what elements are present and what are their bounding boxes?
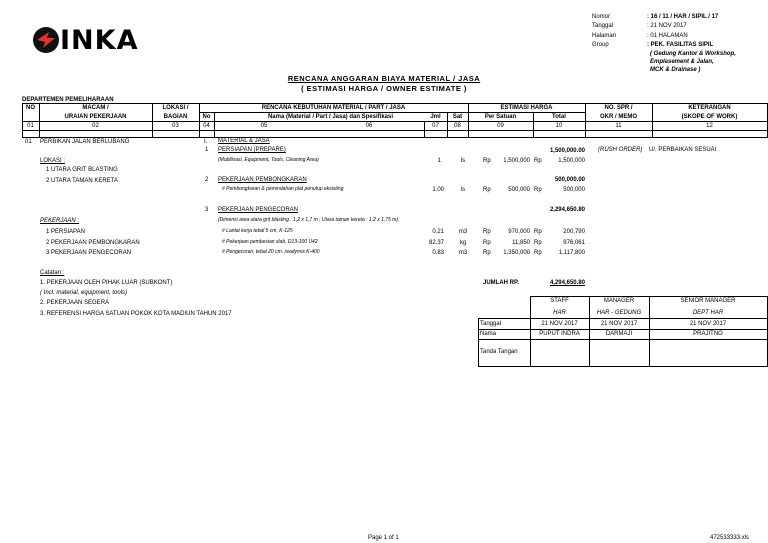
col-num: 12 bbox=[706, 123, 713, 129]
col-num: 08 bbox=[454, 123, 461, 129]
sub-item-price: 1,350,000 bbox=[503, 250, 530, 256]
pekerjaan-item: 2 PEKERJAAN PEMBONGKARAN bbox=[46, 240, 140, 246]
col-num: 03 bbox=[172, 123, 179, 129]
col-num: 06 bbox=[365, 123, 373, 129]
th-ket-2: (SKOPE OF WORK) bbox=[681, 114, 738, 120]
sub-item-total: 1,117,800 bbox=[558, 250, 585, 256]
group-value: : PEK. FASILITAS SIPIL bbox=[647, 42, 714, 48]
note-line: ( Incl. material, equipment, tools) bbox=[40, 290, 128, 296]
sig-header: STAFF bbox=[550, 298, 569, 304]
th-lokasi-1: LOKASI / bbox=[162, 105, 189, 111]
note-line: 3. REFERENSI HARGA SATUAN POKOK KOTA MADIUN TAHUN 2017 bbox=[40, 311, 232, 317]
group-label: Group bbox=[592, 42, 609, 48]
item-rp: Rp bbox=[483, 187, 491, 193]
sub-item-rp: Rp bbox=[483, 250, 491, 256]
section-title: MATERIAL & JASA bbox=[218, 138, 270, 144]
pekerjaan-item: 3 PEKERJAAN PENGECORAN bbox=[46, 250, 132, 256]
group-note-2: Emplasement & Jalan, bbox=[650, 59, 714, 65]
department-label: DEPARTEMEN PEMELIHARAAN bbox=[22, 97, 114, 103]
col-num: 10 bbox=[555, 123, 563, 129]
sub-item-rp: Rp bbox=[483, 240, 491, 246]
th-estimasi: ESTIMASI HARGA bbox=[500, 105, 553, 111]
item-rp: Rp bbox=[483, 158, 491, 164]
sig-tanggal-label: Tanggal bbox=[480, 321, 502, 327]
item-price: 1,500,000 bbox=[503, 158, 530, 164]
item-total: 1,500,000 bbox=[558, 158, 585, 164]
sig-unit: HAR - GEDUNG bbox=[596, 310, 642, 316]
sig-nama-label: Nama bbox=[480, 331, 497, 337]
note-line: 2. PEKERJAAN SEGERA bbox=[40, 300, 110, 306]
th-per-satuan: Per Satuan bbox=[484, 114, 517, 120]
sub-item-total: 200,790 bbox=[563, 229, 585, 235]
item-jml: 1 bbox=[437, 158, 441, 164]
th-spr-2: OKR / MEMO bbox=[600, 114, 637, 120]
halaman-label: Halaman bbox=[592, 33, 617, 39]
sig-header: SENIOR MANAGER bbox=[680, 298, 736, 304]
nomor-label: Nomor bbox=[592, 14, 611, 20]
sub-item-price: 970,000 bbox=[508, 229, 530, 235]
sub-item-rp: Rp bbox=[483, 229, 491, 235]
sig-ttd-label: Tanda Tangan bbox=[480, 349, 518, 355]
sub-item-jml: 82.37 bbox=[428, 240, 444, 246]
col-num: 05 bbox=[260, 123, 268, 129]
sig-nama: PRAJITNO bbox=[693, 331, 723, 337]
sub-item-sat: m3 bbox=[458, 229, 468, 235]
inka-logo-mark-icon bbox=[32, 26, 60, 54]
item-no: 3 bbox=[205, 207, 209, 213]
pekerjaan-item: 1 PERSIAPAN bbox=[46, 229, 85, 235]
group-note-1: ( Gedung Kantor & Workshop, bbox=[650, 51, 736, 57]
lokasi-item: 2 UTARA TAMAN KERETA bbox=[46, 178, 118, 184]
col-num: 11 bbox=[615, 123, 622, 129]
sub-item-desc: # Pekerjaan pembesian slab, D13-100 U42 bbox=[222, 239, 318, 245]
sub-item-desc: # Lantai kerja tebal 5 cm, K-125 bbox=[222, 228, 293, 234]
job-title: PERBIKAN JALAN BERLUBANG bbox=[40, 139, 130, 145]
sig-unit: HAR bbox=[553, 310, 566, 316]
item-sat: ls bbox=[460, 187, 466, 193]
sig-header: MANAGER bbox=[603, 298, 635, 304]
halaman-value: : 01 HALAMAN bbox=[647, 33, 688, 39]
item-subtotal: 1,500,000.00 bbox=[549, 148, 585, 154]
item-desc: (Mobilisasi, Equipment, Tools, Cleaning Area) bbox=[218, 157, 319, 163]
sub-item-price: 11,850 bbox=[512, 240, 530, 246]
group-note-3: MCK & Drainase ) bbox=[650, 67, 701, 73]
item-subtotal: 2,294,650.80 bbox=[549, 207, 585, 213]
th-jml: Jml bbox=[430, 114, 441, 120]
th-total: Total bbox=[552, 114, 566, 120]
col-num: 02 bbox=[92, 123, 99, 129]
jumlah-value: 4,294,650.80 bbox=[549, 280, 585, 286]
item-desc: (Dimensi area utara grit blasting : 1,2 x 1,7 m ; Utara taman kereta : 1,2 x 1,75 m) bbox=[218, 217, 399, 223]
note-line: 1. PEKERJAAN OLEH PIHAK LUAR (SUBKONT) bbox=[40, 280, 173, 286]
sig-nama: DARMAJI bbox=[605, 331, 633, 337]
item-no: 1 bbox=[205, 147, 209, 153]
sub-item-jml: 0.21 bbox=[432, 229, 444, 235]
pekerjaan-heading: PEKERJAAN : bbox=[40, 218, 80, 224]
th-lokasi-2: BAGIAN bbox=[163, 114, 188, 120]
tanggal-label: Tanggal bbox=[592, 23, 614, 29]
lokasi-item: 1 UTARA GRIT BLASTING bbox=[46, 167, 118, 173]
item-name: PERSIAPAN (PREPARE) bbox=[218, 147, 286, 153]
sub-item-desc: # Pengecoran, tebal 20 cm. readymix K-400 bbox=[222, 249, 320, 255]
item-desc: # Pembongkaran & pemindahan plat penutup eksisting bbox=[222, 186, 344, 192]
sig-tanggal: 21 NOV 2017 bbox=[541, 321, 578, 327]
item-subtotal: 500,000.00 bbox=[554, 177, 585, 183]
sig-tanggal: 21 NOV 2017 bbox=[600, 321, 638, 327]
nomor-value: : 16 / 11 / HAR / SIPIL / 17 bbox=[647, 14, 719, 20]
tanggal-value: : 21 NOV 2017 bbox=[647, 23, 687, 29]
col-num: 04 bbox=[203, 123, 210, 129]
th-macam-1: MACAM / bbox=[82, 105, 109, 111]
sub-item-rp: Rp bbox=[534, 229, 542, 235]
sig-tanggal: 21 NOV 2017 bbox=[689, 321, 727, 327]
item-no: 2 bbox=[205, 177, 209, 183]
file-name: 472533333.xls bbox=[710, 535, 750, 541]
item-sat: ls bbox=[460, 158, 466, 164]
item-ket: U/. PERBAIKAN SESUAI bbox=[649, 147, 717, 153]
col-num: 07 bbox=[432, 123, 439, 129]
item-jml: 1.00 bbox=[432, 187, 444, 193]
sub-item-rp: Rp bbox=[534, 240, 542, 246]
lokasi-heading: LOKASI : bbox=[40, 158, 66, 164]
row-no: 01 bbox=[25, 139, 32, 145]
sub-item-jml: 0.83 bbox=[432, 250, 444, 256]
sig-unit: DEPT HAR bbox=[692, 310, 724, 316]
item-total: 500,000 bbox=[563, 187, 585, 193]
sub-item-total: 976,061 bbox=[563, 240, 585, 246]
th-ket-1: KETERANGAN bbox=[688, 105, 731, 111]
jumlah-label: JUMLAH RP. bbox=[483, 280, 519, 286]
th-no: NO bbox=[26, 105, 35, 111]
item-name: PEKERJAAN PENGECORAN bbox=[218, 207, 299, 213]
item-rp: Rp bbox=[534, 158, 542, 164]
item-price: 500,000 bbox=[508, 187, 530, 193]
col-num: 09 bbox=[497, 123, 504, 129]
th-macam-2: URAIAN PEKERJAAN bbox=[64, 114, 127, 120]
sub-item-sat: m3 bbox=[458, 250, 468, 256]
th-rencana: RENCANA KEBUTUHAN MATERIAL / PART / JASA bbox=[261, 105, 406, 111]
doc-title: RENCANA ANGGARAN BIAYA MATERIAL / JASA bbox=[287, 74, 481, 83]
sig-nama: PUPUT INDRA bbox=[539, 331, 580, 337]
logo-text: INKA bbox=[60, 25, 139, 56]
th-spr-1: NO. SPR / bbox=[604, 105, 633, 111]
doc-subtitle: ( ESTIMASI HARGA / OWNER ESTIMATE ) bbox=[301, 84, 467, 93]
th-nama: Nama (Material / Part / Jasa) dan Spesifikasi bbox=[267, 114, 394, 120]
col-num: 01 bbox=[27, 123, 34, 129]
notes-heading: Catatan : bbox=[40, 270, 65, 276]
sub-item-sat: kg bbox=[459, 240, 467, 246]
item-rp: Rp bbox=[534, 187, 542, 193]
sub-item-rp: Rp bbox=[534, 250, 542, 256]
th-no2: No bbox=[202, 114, 211, 120]
item-spr: (RUSH ORDER) bbox=[598, 147, 643, 153]
page-number: Page 1 of 1 bbox=[368, 535, 399, 541]
item-name: PEKERJAAN PEMBONGKARAN bbox=[218, 177, 307, 183]
section-bracket: I. bbox=[204, 139, 208, 145]
th-sat: Sat bbox=[452, 114, 463, 120]
